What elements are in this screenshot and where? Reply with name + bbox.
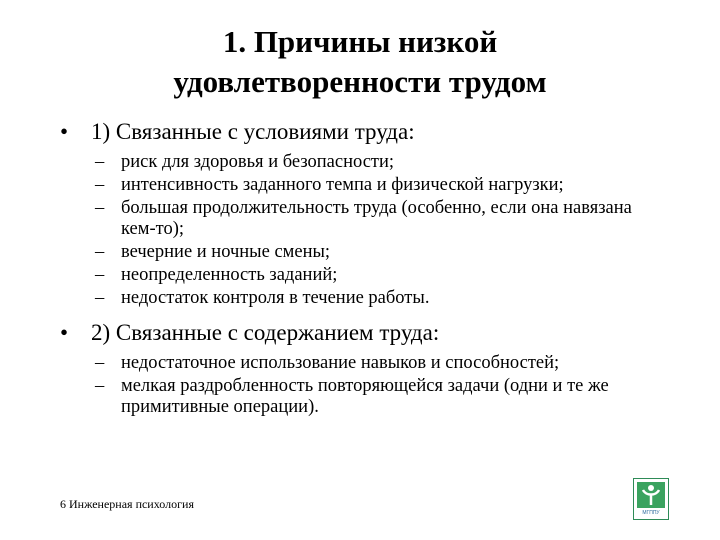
list-item [0,198,720,240]
list-item [0,376,720,418]
bullet-marker: • [60,320,69,345]
title-line-1: 1. Причины низкой [222,24,498,59]
dash-marker: – [95,265,105,285]
list-item-text: вечерние и ночные смены; [121,242,331,262]
section-heading: 2) Связанные с содержанием труда: [91,320,440,345]
section-content [0,319,720,347]
title-line-2: удовлетворенности трудом [173,64,547,99]
slide-title [60,22,660,102]
slide-footer: 6 Инженерная психология [60,497,194,511]
list-item-text: большая продолжительность труда (особенно, если она навязана кем-то); [121,198,632,239]
dash-marker: – [95,198,105,218]
content-list [0,353,720,418]
list-item [0,288,720,309]
dash-marker: – [95,152,105,172]
list-item-text: риск для здоровья и безопасности; [121,152,395,172]
list-item-text: мелкая раздробленность повторяющейся задачи (одни и те же примитивные операции). [121,376,609,417]
dash-marker: – [95,175,105,195]
list-item [0,152,720,173]
list-item [0,175,720,196]
section-heading: 1) Связанные с условиями труда: [91,119,415,144]
logo-figure-icon [637,482,665,508]
list-item-text: интенсивность заданного темпа и физической нагрузки; [121,175,564,195]
list-item-text: недостаточное использование навыков и способностей; [121,353,560,373]
list-item [0,265,720,286]
list-item [0,353,720,374]
section-conditions [0,118,720,146]
logo-text: МГППУ [642,510,660,516]
university-logo-icon [633,478,669,520]
list-item-text: недостаток контроля в течение работы. [121,288,430,308]
list-item [0,242,720,263]
list-item-text: неопределенность заданий; [121,265,338,285]
dash-marker: – [95,242,105,262]
dash-marker: – [95,353,105,373]
logo-emblem [637,482,665,508]
slide-content [0,118,720,420]
bullet-marker: • [60,119,69,144]
dash-marker: – [95,288,105,308]
conditions-list [0,152,720,309]
dash-marker: – [95,376,105,396]
